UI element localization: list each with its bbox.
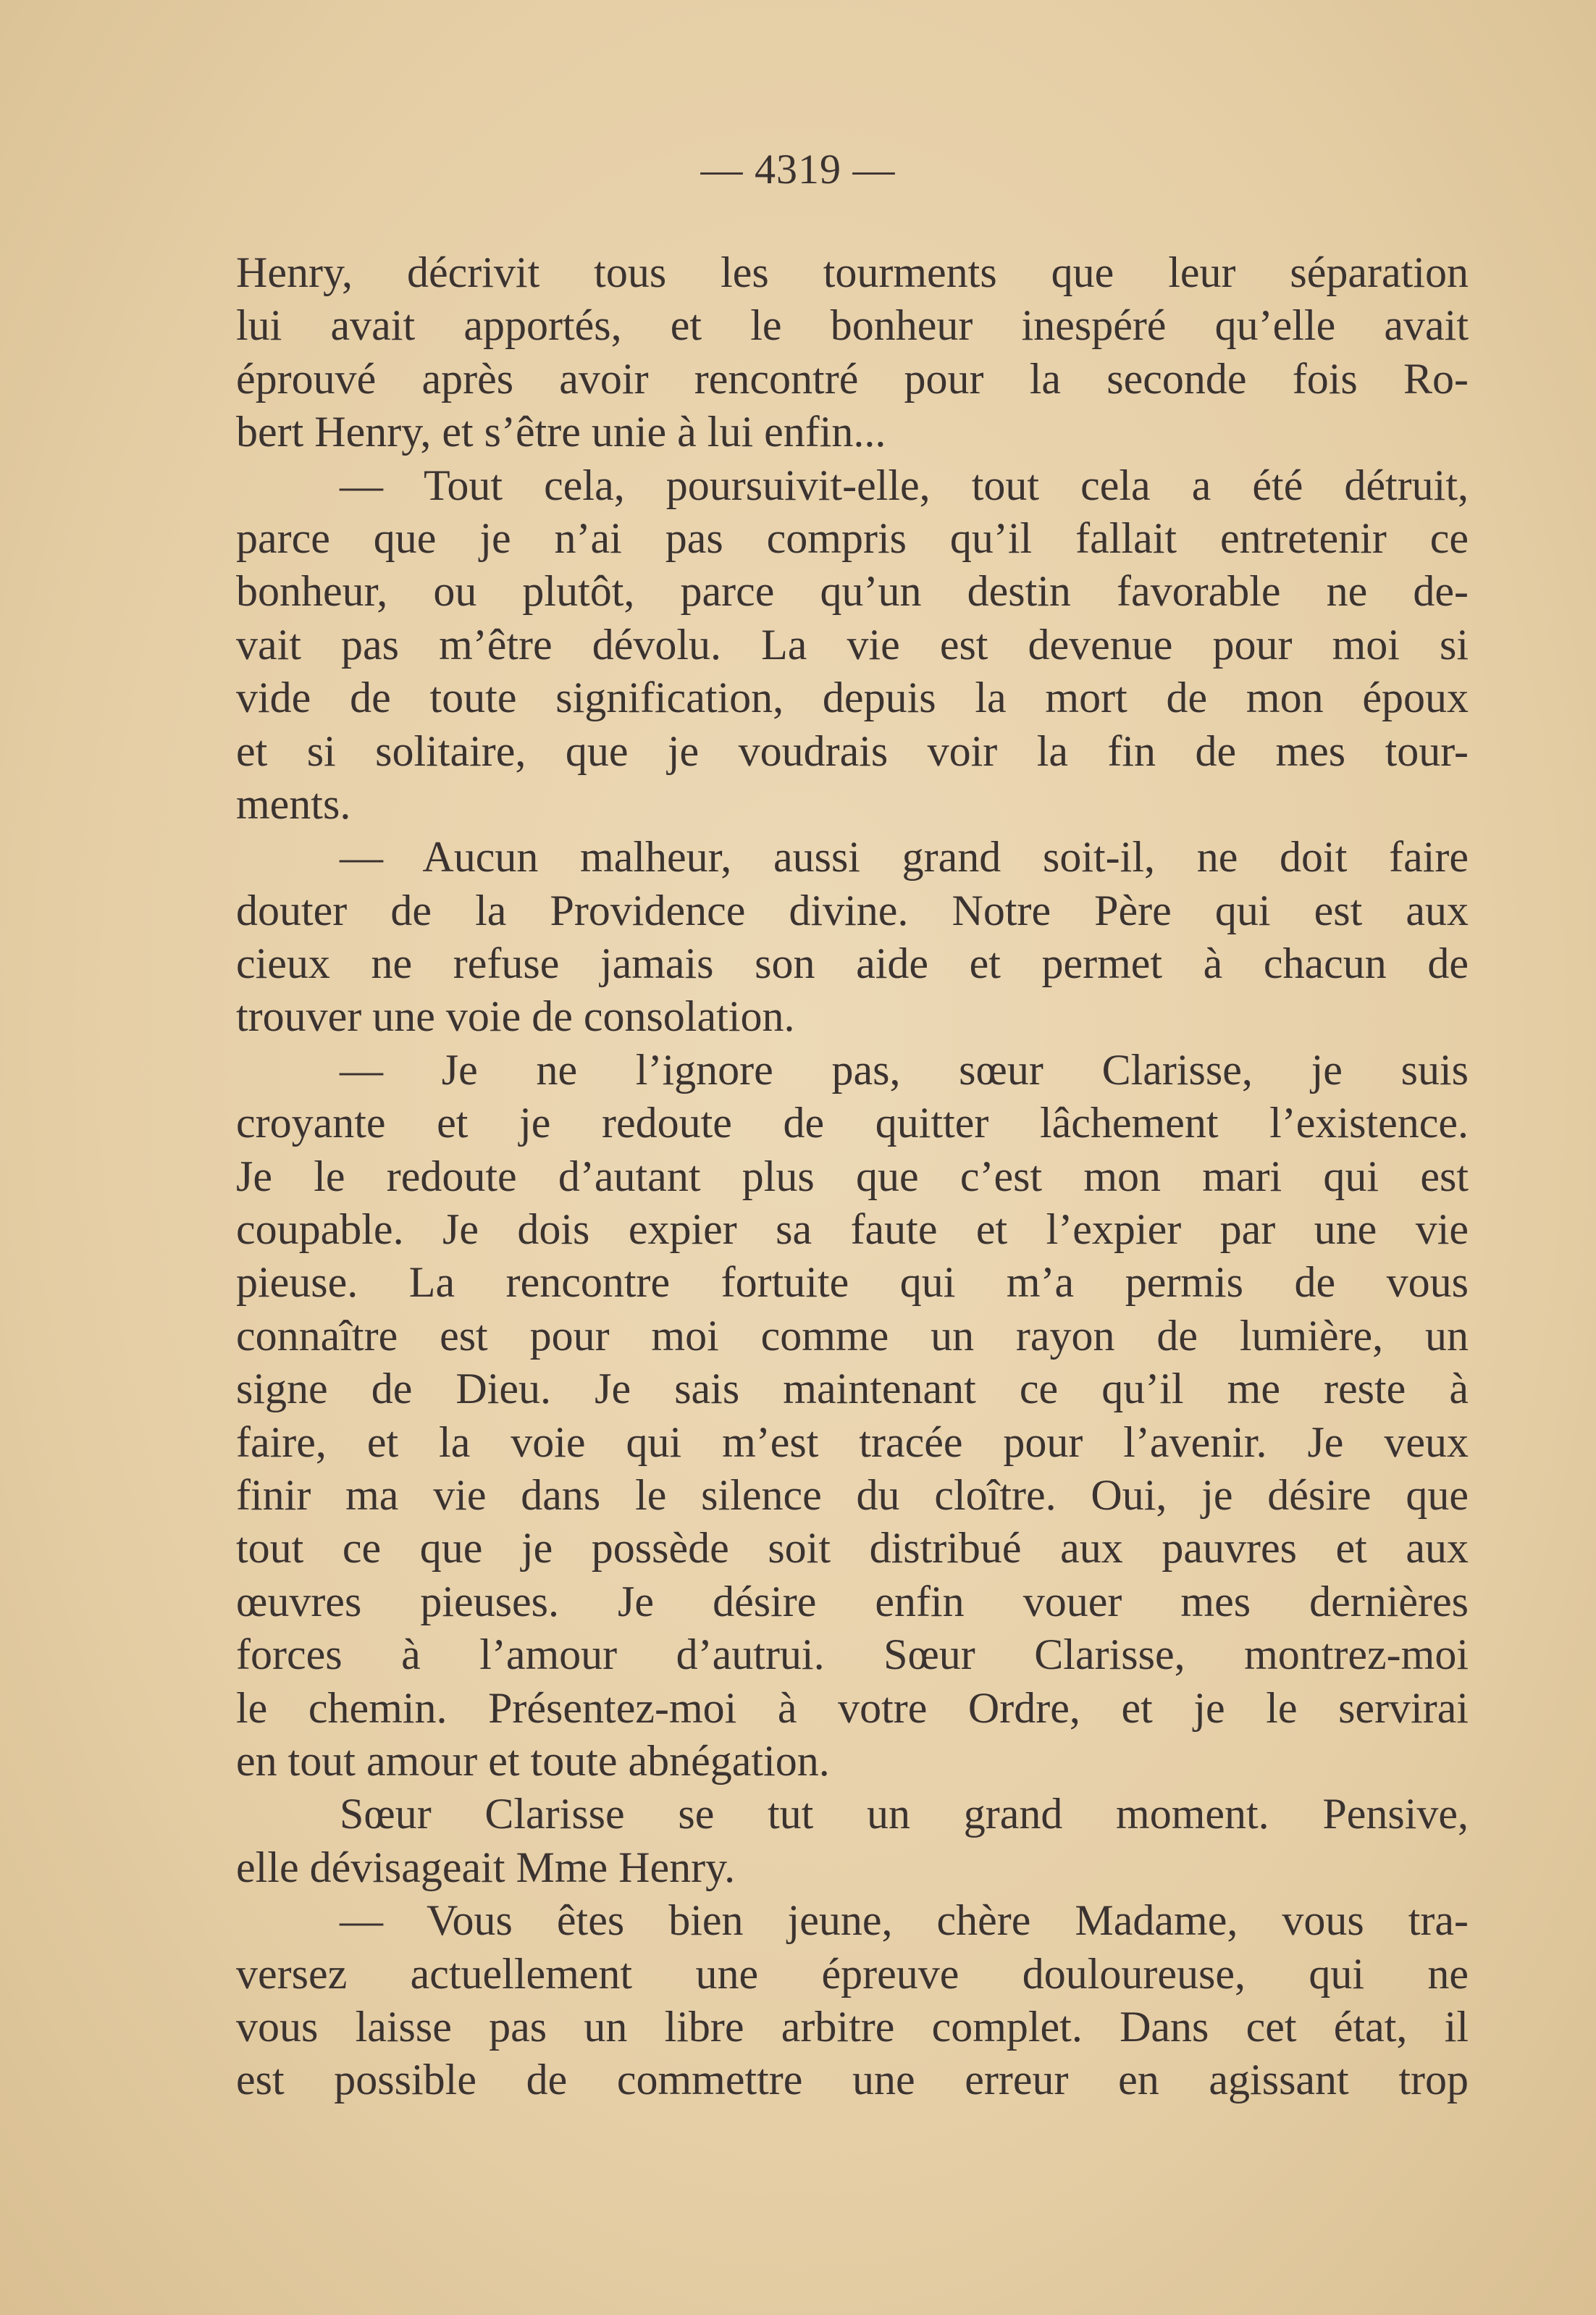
text-line: parce que je n’ai pas compris qu’il fallait entretenir ce xyxy=(236,514,1469,562)
text-line: forces à l’amour d’autrui. Sœur Clarisse, montrez-moi xyxy=(236,1630,1469,1679)
text-line: le chemin. Présentez-moi à votre Ordre, et je le servirai xyxy=(236,1683,1469,1732)
text-line: vous laisse pas un libre arbitre complet. Dans cet état, il xyxy=(236,2002,1469,2051)
text-line: lui avait apportés, et le bonheur inespéré qu’elle avait xyxy=(236,301,1469,350)
text-line: — Vous êtes bien jeune, chère Madame, vous tra- xyxy=(340,1896,1469,1945)
text-line: trouver une voie de consolation. xyxy=(236,992,795,1041)
text-line: signe de Dieu. Je sais maintenant ce qu’il me reste à xyxy=(236,1365,1469,1413)
text-line: — Je ne l’ignore pas, sœur Clarisse, je suis xyxy=(340,1045,1469,1094)
page-number: — 4319 — xyxy=(700,146,896,193)
text-line: vide de toute signification, depuis la mort de mon époux xyxy=(236,674,1469,722)
text-line: finir ma vie dans le silence du cloître. Oui, je désire que xyxy=(236,1470,1469,1519)
text-line: Je le redoute d’autant plus que c’est mon mari qui est xyxy=(236,1152,1469,1200)
text-line: — Tout cela, poursuivit-elle, tout cela a été détruit, xyxy=(340,461,1469,509)
text-line: croyante et je redoute de quitter lâchement l’existence. xyxy=(236,1099,1469,1147)
text-line: elle dévisageait Mme Henry. xyxy=(236,1843,736,1891)
text-line: éprouvé après avoir rencontré pour la seconde fois Ro- xyxy=(236,354,1469,403)
text-line: pieuse. La rencontre fortuite qui m’a permis de vous xyxy=(236,1258,1469,1307)
text-line: — Aucun malheur, aussi grand soit-il, ne doit faire xyxy=(340,833,1469,882)
text-line: et si solitaire, que je voudrais voir la fin de mes tour- xyxy=(236,727,1469,775)
text-line: coupable. Je dois expier sa faute et l’expier par une vie xyxy=(236,1205,1469,1254)
text-line: douter de la Providence divine. Notre Père qui est aux xyxy=(236,886,1469,934)
text-line: en tout amour et toute abnégation. xyxy=(236,1736,830,1785)
text-line: tout ce que je possède soit distribué aux pauvres et aux xyxy=(236,1524,1469,1573)
text-line: bert Henry, et s’être unie à lui enfin... xyxy=(236,408,886,456)
text-line: œuvres pieuses. Je désire enfin vouer mes dernières xyxy=(236,1577,1469,1625)
body-text xyxy=(236,246,1469,2107)
text-line: faire, et la voie qui m’est tracée pour l’avenir. Je veux xyxy=(236,1418,1469,1466)
text-line: est possible de commettre une erreur en agissant trop xyxy=(236,2056,1469,2104)
text-line: vait pas m’être dévolu. La vie est devenue pour moi si xyxy=(236,620,1469,669)
text-line: versez actuellement une épreuve douloureuse, qui ne xyxy=(236,1949,1469,1998)
text-line: connaître est pour moi comme un rayon de lumière, un xyxy=(236,1311,1469,1360)
text-line: ments. xyxy=(236,779,351,828)
text-line: cieux ne refuse jamais son aide et permet à chacun de xyxy=(236,939,1469,988)
text-line: Sœur Clarisse se tut un grand moment. Pensive, xyxy=(340,1790,1469,1838)
text-line: Henry, décrivit tous les tourments que leur séparation xyxy=(236,248,1469,296)
text-line: bonheur, ou plutôt, parce qu’un destin favorable ne de- xyxy=(236,567,1469,616)
